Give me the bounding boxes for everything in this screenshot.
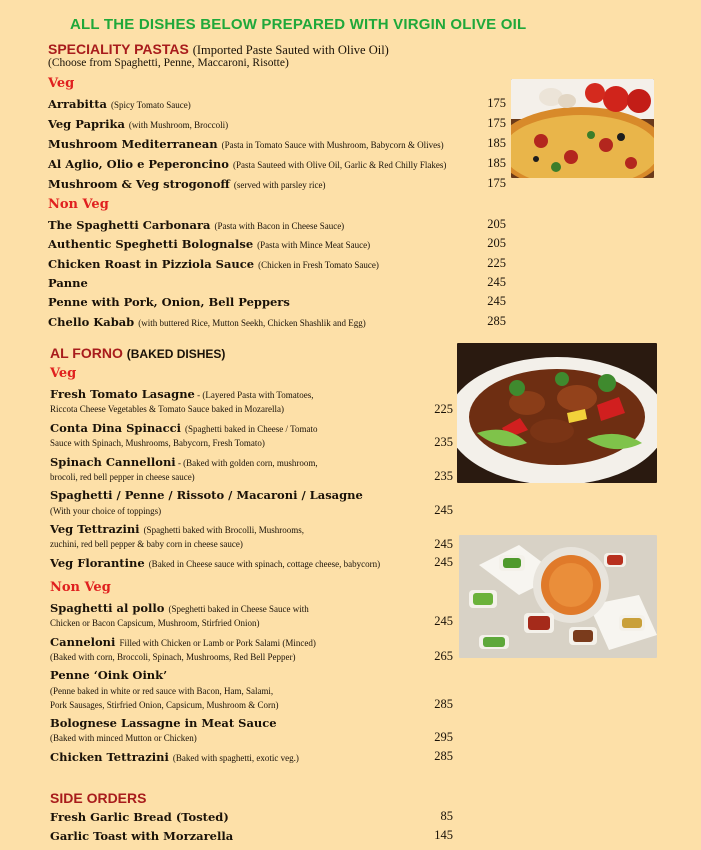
menu-item: Conta Dina Spinacci (Spaghetti baked in Cheese / Tomato	[50, 421, 318, 435]
menu-item: Mushroom & Veg strogonoff (served with parsley rice)	[48, 177, 326, 191]
item-price: 185	[487, 156, 506, 170]
menu-item: Penne ‘Oink Oink’	[50, 668, 168, 682]
menu-item: Arrabitta (Spicy Tomato Sauce)	[48, 97, 191, 111]
menu-item: Mushroom Mediterranean (Pasta in Tomato Sauce with Mushroom, Babycorn & Olives)	[48, 137, 444, 151]
menu-item: Veg Tettrazini (Spaghetti baked with Brocolli, Mushrooms,	[50, 522, 305, 536]
item-price: 85	[440, 809, 453, 823]
soup-bowls-photo	[459, 535, 657, 658]
item-price: 245	[487, 294, 506, 308]
alforno-title: AL FORNO	[50, 345, 123, 361]
item-price: 235	[434, 435, 453, 449]
section-title-alforno	[50, 345, 225, 361]
pizza-photo	[511, 79, 654, 178]
item-price: 295	[434, 730, 453, 744]
speciality-subtitle: (Choose from Spaghetti, Penne, Maccaroni, Risotte)	[48, 57, 289, 69]
menu-item: Veg Paprika (with Mushroom, Broccoli)	[48, 117, 229, 131]
menu-item: Penne with Pork, Onion, Bell Peppers	[48, 295, 290, 309]
item-description: (Penne baked in white or red sauce with Bacon, Ham, Salami,	[50, 686, 274, 696]
speciality-note: (Imported Paste Sauted with Olive Oil)	[192, 43, 389, 57]
menu-item: Canneloni Filled with Chicken or Lamb or Pork Salami (Minced)	[50, 635, 316, 649]
item-price: 145	[434, 828, 453, 842]
menu-item: Garlic Toast with Morzarella	[50, 829, 234, 843]
item-description: Riccota Cheese Vegetables & Tomato Sauce baked in Mozarella)	[50, 404, 284, 414]
menu-item: Authentic Speghetti Bolognalse (Pasta with Mince Meat Sauce)	[48, 237, 371, 251]
menu-item: Al Aglio, Olio e Peperoncino (Pasta Sauteed with Olive Oil, Garlic & Red Chilly Flakes)	[48, 157, 447, 171]
section-title-speciality	[48, 41, 389, 58]
item-price: 175	[487, 176, 506, 190]
menu-item: Veg Florantine (Baked in Cheese sauce with spinach, cottage cheese, babycorn)	[50, 556, 381, 570]
category-nonveg-pastas: Non Veg	[48, 197, 109, 212]
item-price: 175	[487, 96, 506, 110]
menu-item: Bolognese Lassagne in Meat Sauce	[50, 716, 277, 730]
menu-item: Panne	[48, 276, 88, 290]
alforno-note: (BAKED DISHES)	[126, 347, 226, 361]
item-price: 285	[487, 314, 506, 328]
item-description: Chicken or Bacon Capsicum, Mushroom, Stirfried Onion)	[50, 618, 260, 628]
item-price: 175	[487, 116, 506, 130]
category-veg-pastas: Veg	[48, 76, 75, 91]
item-description: Sauce with Spinach, Mushrooms, Babycorn, Fresh Tomato)	[50, 438, 265, 448]
item-description: zuchini, red bell pepper & baby corn in cheese sauce)	[50, 539, 243, 549]
item-description: brocoli, red bell pepper in cheese sauce)	[50, 472, 195, 482]
menu-item: Spaghetti al pollo (Speghetti baked in Cheese Sauce with	[50, 601, 309, 615]
menu-item: The Spaghetti Carbonara (Pasta with Bacon in Cheese Sauce)	[48, 218, 345, 232]
item-price: 245	[434, 555, 453, 569]
item-price: 245	[434, 537, 453, 551]
item-price: 245	[434, 503, 453, 517]
item-description: (With your choice of toppings)	[50, 506, 162, 516]
item-price: 225	[487, 256, 506, 270]
item-price: 285	[434, 697, 453, 711]
item-price: 205	[487, 236, 506, 250]
speciality-title: SPECIALITY PASTAS	[48, 41, 189, 57]
menu-item: Spaghetti / Penne / Rissoto / Macaroni / Lasagne	[50, 488, 363, 502]
menu-item: Chello Kabab (with buttered Rice, Mutton Seekh, Chicken Shashlik and Egg)	[48, 315, 366, 329]
item-description: (Baked with minced Mutton or Chicken)	[50, 733, 197, 743]
menu-item: Fresh Tomato Lasagne - (Layered Pasta with Tomatoes,	[50, 387, 314, 401]
menu-item: Fresh Garlic Bread (Tosted)	[50, 810, 229, 824]
item-price: 285	[434, 749, 453, 763]
item-description: Pork Sausages, Stirfried Onion, Capsicum, Mushroom & Corn)	[50, 700, 279, 710]
category-nonveg-alforno: Non Veg	[50, 580, 111, 595]
item-description: (Baked with corn, Broccoli, Spinach, Mushrooms, Red Bell Pepper)	[50, 652, 296, 662]
item-price: 245	[487, 275, 506, 289]
category-veg-alforno: Veg	[50, 366, 77, 381]
item-price: 205	[487, 217, 506, 231]
item-price: 185	[487, 136, 506, 150]
menu-item: Chicken Tettrazini (Baked with spaghetti, exotic veg.)	[50, 750, 299, 764]
stir-fry-photo	[457, 343, 657, 483]
item-price: 225	[434, 402, 453, 416]
item-price: 265	[434, 649, 453, 663]
item-price: 245	[434, 614, 453, 628]
item-price: 235	[434, 469, 453, 483]
section-title-sides: SIDE ORDERS	[50, 790, 147, 806]
menu-item: Spinach Cannelloni - (Baked with golden corn, mushroom,	[50, 455, 318, 469]
banner-olive-oil: ALL THE DISHES BELOW PREPARED WITH VIRGIN OLIVE OIL	[70, 16, 527, 33]
menu-item: Chicken Roast in Pizziola Sauce (Chicken in Fresh Tomato Sauce)	[48, 257, 379, 271]
